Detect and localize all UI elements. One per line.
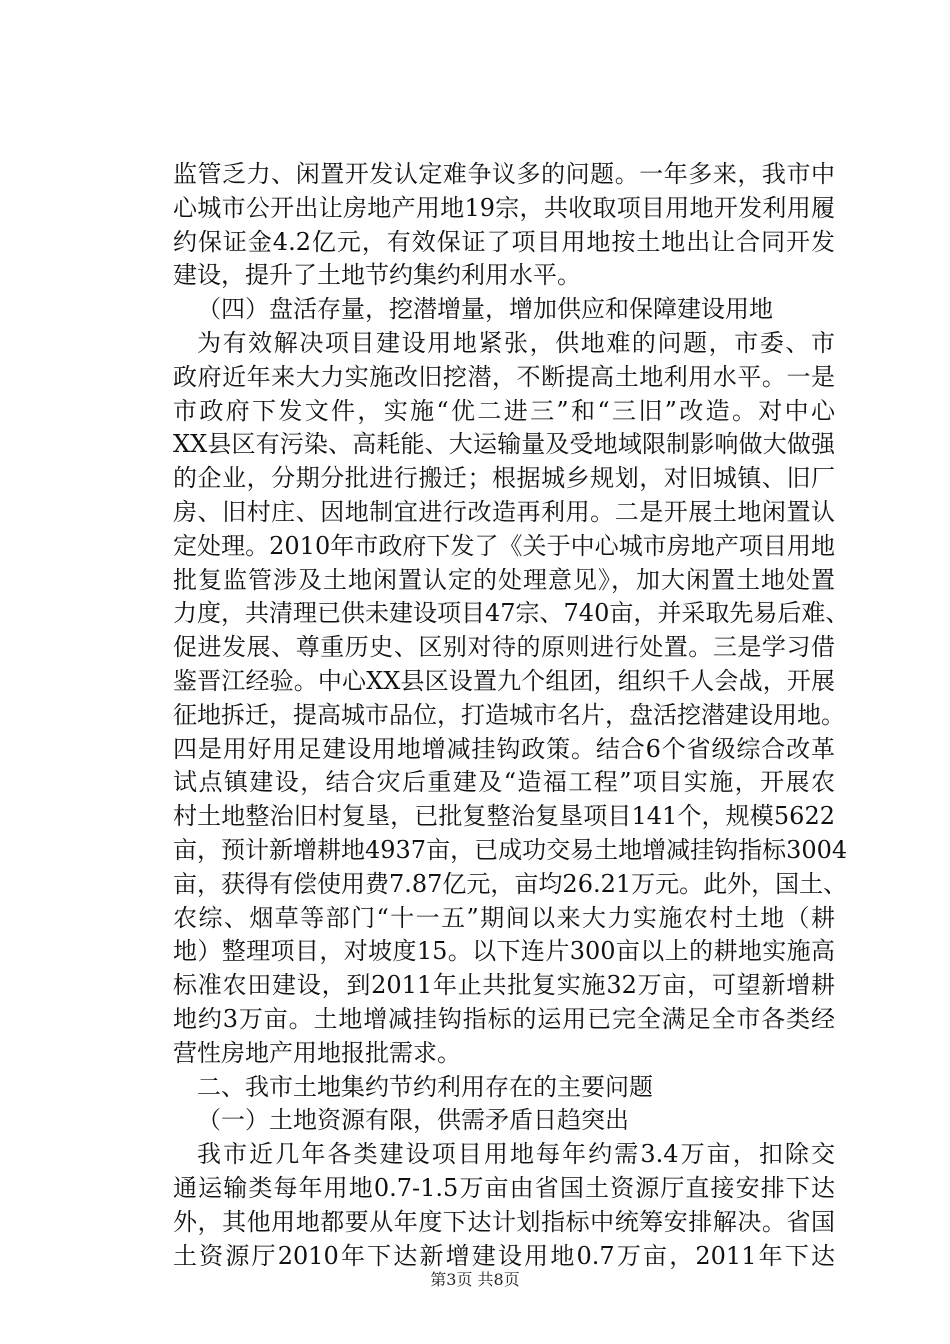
body-line: 地约3万亩。土地增减挂钩指标的运用已完全满足全市各类经 — [173, 1004, 835, 1033]
body-line: 农综、烟草等部门“十一五”期间以来大力实施农村土地（耕 — [173, 903, 835, 932]
body-line: 定处理。2010年市政府下发了《关于中心城市房地产项目用地 — [173, 531, 835, 560]
subsection-heading: （一）土地资源有限，供需矛盾日趋突出 — [197, 1106, 629, 1135]
body-line: 土资源厅2010年下达新增建设用地0.7万亩，2011年下达 — [173, 1241, 835, 1270]
body-line: 建设，提升了土地节约集约利用水平。 — [173, 261, 581, 290]
body-line: 外，其他用地都要从年度下达计划指标中统筹安排解决。省国 — [173, 1207, 835, 1236]
document-body — [173, 158, 850, 1273]
body-line: 促进发展、尊重历史、区别对待的原则进行处置。三是学习借 — [173, 633, 835, 662]
body-line: 试点镇建设，结合灾后重建及“造福工程”项目实施，开展农 — [173, 768, 835, 797]
body-line: 四是用好用足建设用地增减挂钩政策。结合6个省级综合改革 — [173, 734, 835, 763]
body-line: 营性房地产用地报批需求。 — [173, 1038, 461, 1067]
body-line: 亩，预计新增耕地4937亩，已成功交易土地增减挂钩指标3004 — [173, 835, 848, 864]
body-line: 标准农田建设，到2011年止共批复实施32万亩，可望新增耕 — [173, 971, 835, 1000]
body-line: 房、旧村庄、因地制宜进行改造再利用。二是开展土地闲置认 — [173, 497, 835, 526]
body-line: 村土地整治旧村复垦，已批复整治复垦项目141个，规模5622 — [173, 802, 835, 831]
body-line: 为有效解决项目建设用地紧张，供地难的问题，市委、市 — [197, 328, 835, 357]
body-line: 监管乏力、闲置开发认定难争议多的问题。一年多来，我市中 — [173, 160, 835, 188]
body-line: 我市近几年各类建设项目用地每年约需3.4万亩，扣除交 — [197, 1140, 835, 1169]
body-line: 政府近年来大力实施改旧挖潜，不断提高土地利用水平。一是 — [173, 362, 835, 391]
page-number-footer: 第3页 共8页 — [430, 1270, 520, 1289]
body-line: XX县区有污染、高耗能、大运输量及受地域限制影响做大做强 — [173, 430, 835, 459]
section-heading: 二、我市土地集约节约利用存在的主要问题 — [197, 1072, 653, 1101]
section-heading: （四）盘活存量，挖潜增量，增加供应和保障建设用地 — [197, 295, 773, 324]
body-line: 亩，获得有偿使用费7.87亿元，亩均26.21万元。此外，国土、 — [173, 869, 848, 898]
body-line: 的企业，分期分批进行搬迁；根据城乡规划，对旧城镇、旧厂 — [173, 464, 835, 493]
body-line: 约保证金4.2亿元，有效保证了项目用地按土地出让合同开发 — [173, 227, 835, 256]
body-line: 通运输类每年用地0.7-1.5万亩由省国土资源厅直接安排下达 — [173, 1173, 835, 1202]
body-line: 征地拆迁，提高城市品位，打造城市名片，盘活挖潜建设用地。 — [173, 700, 845, 729]
body-line: 力度，共清理已供未建设项目47宗、740亩，并采取先易后难、 — [173, 599, 850, 628]
body-line: 鉴晋江经验。中心XX县区设置九个组团，组织千人会战，开展 — [173, 666, 835, 695]
body-line: 地）整理项目，对坡度15。以下连片300亩以上的耕地实施高 — [173, 937, 835, 966]
body-line: 心城市公开出让房地产用地19宗，共收取项目用地开发利用履 — [173, 193, 835, 222]
body-line: 批复监管涉及土地闲置认定的处理意见》，加大闲置土地处置 — [173, 565, 835, 594]
body-line: 市政府下发文件，实施“优二进三”和“三旧”改造。对中心 — [173, 396, 835, 425]
